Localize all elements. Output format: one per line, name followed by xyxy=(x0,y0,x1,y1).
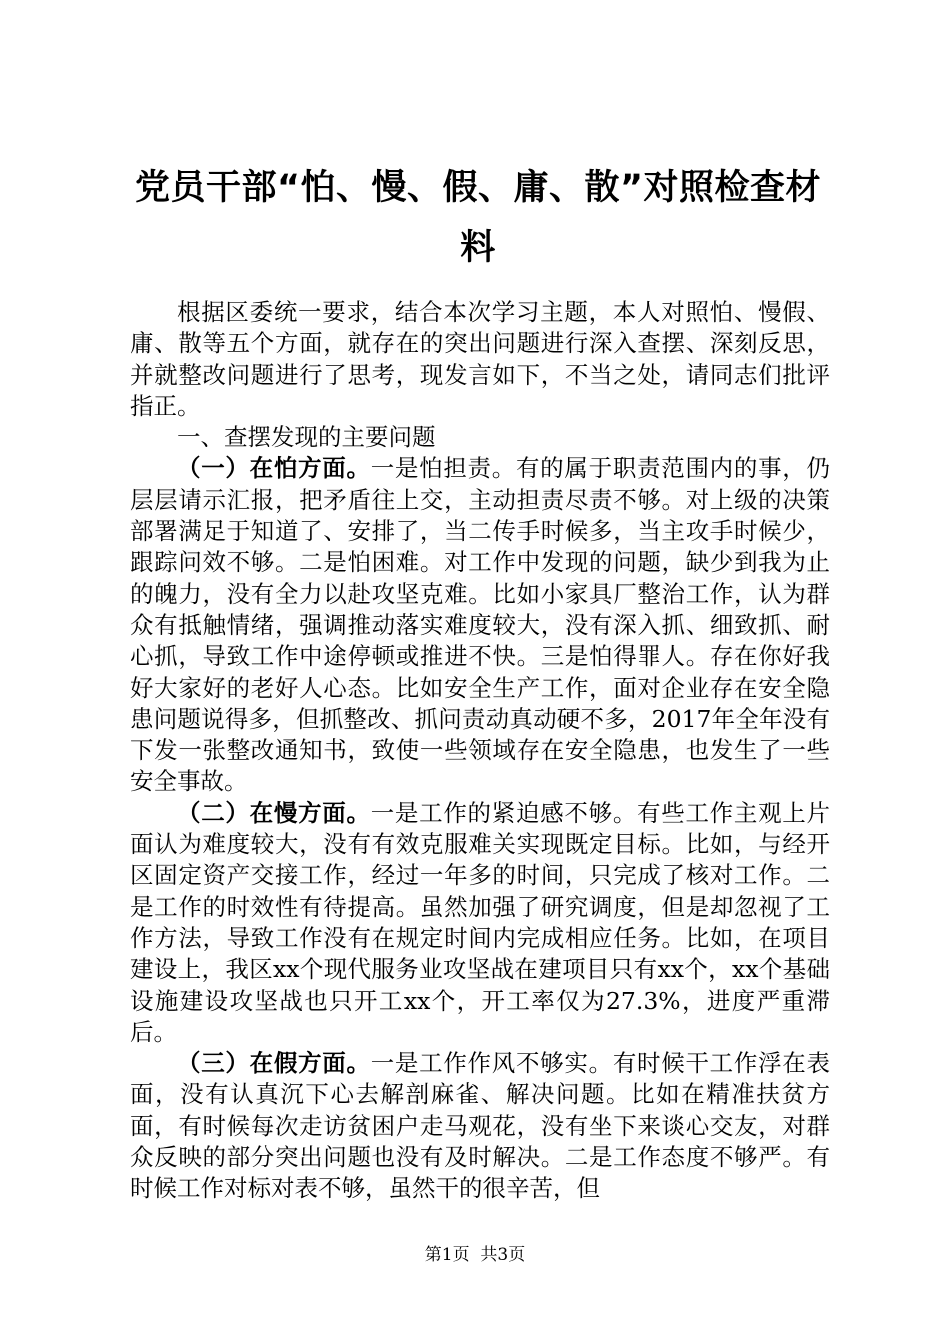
intro-paragraph: 根据区委统一要求，结合本次学习主题，本人对照怕、慢假、庸、散等五个方面，就存在的突出问题进行深入查摆、深刻反思，并就整改问题进行了思考，现发言如下，不当之处，请同志们批评指正。 xyxy=(130,298,830,420)
page-number: 第1页 xyxy=(424,1245,470,1265)
item-2-lead: （二）在慢方面。 xyxy=(177,798,371,827)
item-1-text: 一是怕担责。有的属于职责范围内的事，仍层层请示汇报，把矛盾往上交，主动担责尽责不够。对上级的决策部署满足于知道了、安排了，当二传手时候多，当主攻手时候少，跟踪问效不够。二是怕困难。对工作中发现的问题，缺少到我为止的魄力，没有全力以赴攻坚克难。比如小家具厂整治工作，认为群众有抵触情绪，强调推动落实难度较大，没有深入抓、细致抓、耐心抓，导致工作中途停顿或推进不快。三是怕得罪人。存在你好我好大家好的老好人心态。比如安全生产工作，面对企业存在安全隐患问题说得多，但抓整改、抓问责动真动硬不多，2017年全年没有下发一张整改通知书，致使一些领域存在安全隐患，也发生了一些安全事故。 xyxy=(130,454,831,796)
paragraph-item-1 xyxy=(130,453,830,797)
paragraph-item-2 xyxy=(130,798,830,1048)
section-heading: 一、查摆发现的主要问题 xyxy=(177,423,436,452)
document-body xyxy=(130,297,830,1205)
footer-gap xyxy=(470,1245,481,1265)
document-title: 党员干部“怕、慢、假、庸、散”对照检查材料 xyxy=(134,168,821,268)
item-3-text: 一是工作作风不够实。有时候干工作浮在表面，没有认真沉下心去解剖麻雀、解决问题。比如在精准扶贫方面，有时候每次走访贫困户走马观花，没有坐下来谈心交友，对群众反映的部分突出问题也没有及时解决。二是工作态度不够严。有时候工作对标对表不够，虽然干的很辛苦，但 xyxy=(130,1049,831,1203)
item-3-lead: （三）在假方面。 xyxy=(177,1049,371,1078)
item-2-text: 一是工作的紧迫感不够。有些工作主观上片面认为难度较大，没有有效克服难关实现既定目标。比如，与经开区固定资产交接工作，经过一年多的时间，只完成了核对工作。二是工作的时效性有待提高。虽然加强了研究调度，但是却忽视了工作方法，导致工作没有在规定时间内完成相应任务。比如，在项目建设上，我区xx个现代服务业攻坚战在建项目只有xx个，xx个基础设施建设攻坚战也只开工xx个，开工率仅为27.3%，进度严重滞后。 xyxy=(130,798,831,1046)
page-total: 共3页 xyxy=(480,1245,526,1265)
paragraph-item-3 xyxy=(130,1048,830,1204)
item-1-lead: （一）在怕方面。 xyxy=(177,454,371,483)
page-footer xyxy=(0,1244,950,1266)
